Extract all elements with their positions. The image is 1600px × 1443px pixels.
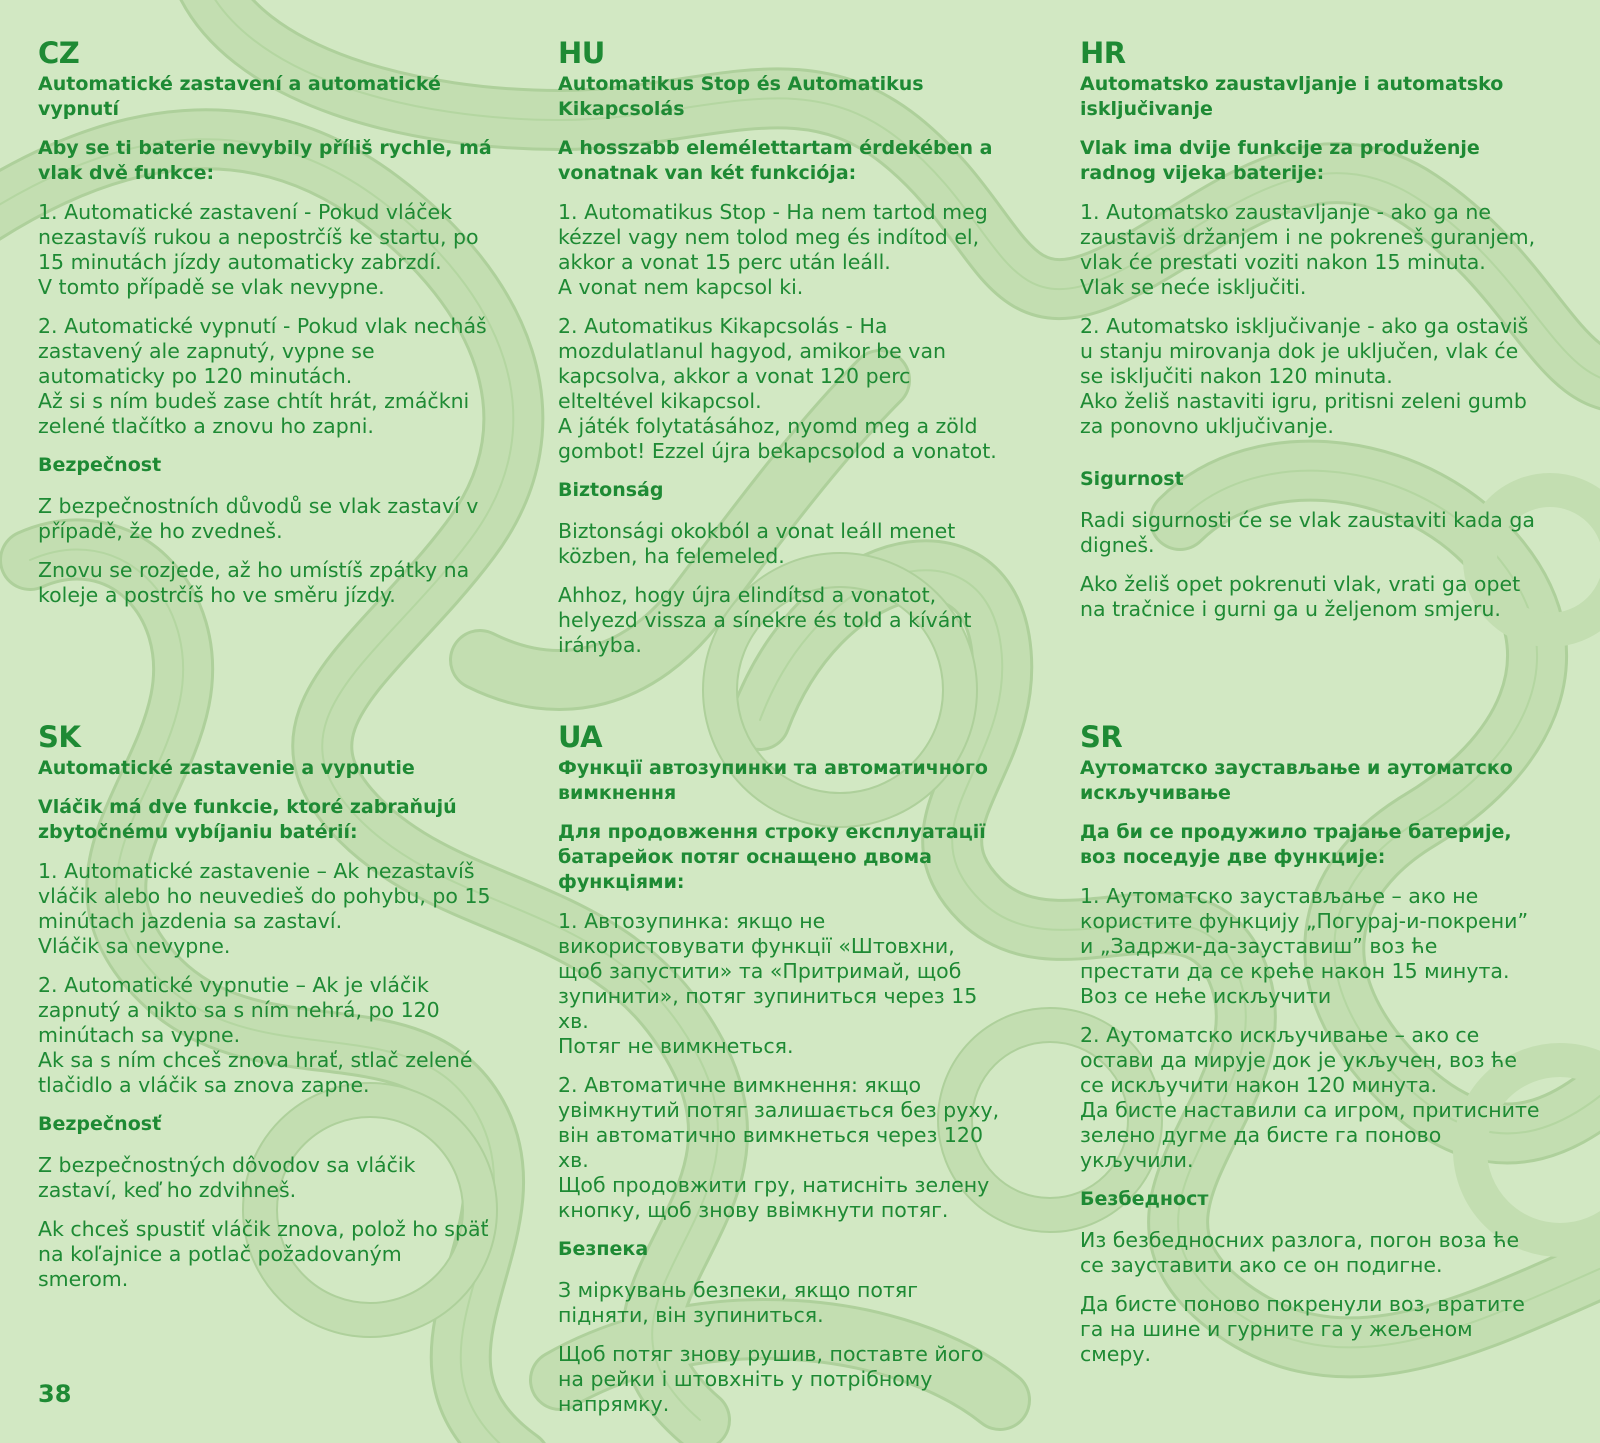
safety-heading: Bezpečnost [38, 454, 162, 476]
safety-paragraph-1: Radi sigurnosti će se vlak zaustaviti kada ga digneš. [1080, 508, 1535, 557]
section-title: Функції автозупинки та автоматичного вимкнення [558, 757, 988, 804]
section-intro: Vlak ima dvije funkcije za produženje radnog vijeka baterije: [1080, 137, 1480, 184]
safety-heading: Безбедност [1080, 1188, 1209, 1210]
language-code: UA [558, 720, 603, 754]
section-intro: Для продовження строку експлуатації батарейок потяг оснащено двома функціями: [558, 821, 986, 893]
section-intro: A hosszabb elemélettartam érdekében a vonatnak van két funkciója: [558, 137, 993, 184]
section-ua [558, 722, 1003, 1431]
safety-paragraph-2: Щоб потяг знову рушив, поставте його на рейки і штовхніть у потрібному напрямку. [558, 1342, 984, 1416]
page-number: 38 [38, 1380, 72, 1408]
section-title: Аутоматско заустављање и аутоматско искључивање [1080, 757, 1513, 804]
safety-paragraph-1: Из безбедносних разлога, погон воза ће се зауставити ако се он подигне. [1080, 1228, 1520, 1277]
safety-paragraph-1: З міркувань безпеки, якщо потяг підняти, він зупиниться. [558, 1278, 918, 1327]
safety-heading: Bezpečnosť [38, 1113, 162, 1135]
language-code: SK [38, 720, 81, 754]
safety-paragraph-2: Ahhoz, hogy újra elindítsd a vonatot, helyezd vissza a sínekre és told a kívánt irányba. [558, 583, 972, 657]
section-intro: Vláčik má dve funkcie, ktoré zabraňujú zbytočnému vybíjaniu batérií: [38, 796, 457, 843]
auto-stop-paragraph: 1. Automatikus Stop - Ha nem tartod meg kézzel vagy nem tolod meg és indítod el, akkor a vonat 15 perc után leáll. A vonat nem kapcsol ki. [558, 200, 988, 299]
section-hu [558, 38, 1003, 672]
section-title: Automatsko zaustavljanje i automatsko isključivanje [1080, 73, 1504, 120]
safety-paragraph-2: Znovu se rozjede, až ho umístíš zpátky na koleje a postrčíš ho ve směru jízdy. [38, 558, 470, 607]
safety-heading: Sigurnost [1080, 468, 1184, 490]
safety-paragraph-2: Ak chceš spustiť vláčik znova, polož ho späť na koľajnice a potlač požadovaným smerom. [38, 1217, 489, 1291]
language-code: CZ [38, 36, 80, 70]
auto-off-paragraph: 2. Автоматичне вимкнення: якщо увімкнутий потяг залишається без руху, він автоматично вимкнеться через 120 хв. Щоб продовжити гру, натисніть зелену кнопку, щоб знову ввімкнути потяг. [558, 1073, 1000, 1222]
safety-heading: Безпека [558, 1238, 649, 1260]
auto-stop-paragraph: 1. Automatické zastavení - Pokud vláček nezastavíš rukou a nepostrčíš ke startu, po 15 minutách jízdy automaticky zabrzdí. V tomto případě se vlak nevypne. [38, 200, 479, 299]
section-title: Automatikus Stop és Automatikus Kikapcsolás [558, 73, 924, 120]
language-code: SR [1080, 720, 1123, 754]
auto-stop-paragraph: 1. Automatsko zaustavljanje - ako ga ne zaustaviš držanjem i ne pokreneš guranjem, vlak će prestati voziti nakon 15 minuta. Vlak se neće isključiti. [1080, 200, 1536, 299]
language-code: HU [558, 36, 605, 70]
section-cz [38, 38, 498, 622]
auto-off-paragraph: 2. Automatsko isključivanje - ako ga ostaviš u stanju mirovanja dok je uključen, vlak će se isključiti nakon 120 minuta. Ako želiš nastaviti igru, pritisni zeleni gumb za ponovno uključivanje. [1080, 314, 1529, 438]
safety-paragraph-1: Z bezpečnostních důvodů se vlak zastaví v případě, že ho zvedneš. [38, 494, 479, 543]
auto-stop-paragraph: 1. Аутоматско заустављање – ако не користите функцију „Погурај-и-покрени” и „Задржи-да-зауставиш” воз ће престати да се креће након 15 минута. Воз се неће искључити [1080, 884, 1529, 1008]
language-code: HR [1080, 36, 1126, 70]
safety-paragraph-1: Biztonsági okokból a vonat leáll menet közben, ha felemeled. [558, 519, 956, 568]
section-title: Automatické zastavení a automatické vypnutí [38, 73, 441, 120]
auto-off-paragraph: 2. Automatikus Kikapcsolás - Ha mozdulatlanul hagyod, amikor be van kapcsolva, akkor a vonat 120 perc elteltével kikapcsol. A játék folytatásához, nyomd meg a zöld gombot! Ezzel újra bekapcsolod a vonatot. [558, 314, 997, 463]
auto-stop-paragraph: 1. Automatické zastavenie – Ak nezastavíš vláčik alebo ho neuvedieš do pohybu, po 15 minútach jazdenia sa zastaví. Vláčik sa nevypne. [38, 859, 491, 958]
safety-paragraph-2: Ako želiš opet pokrenuti vlak, vrati ga opet na tračnice i gurni ga u željenom smjeru. [1080, 572, 1521, 621]
auto-off-paragraph: 2. Automatické vypnutí - Pokud vlak necháš zastavený ale zapnutý, vypne se automaticky po 120 minutách. Až si s ním budeš zase chtít hrát, zmáčkni zelené tlačítko a znovu ho zapni. [38, 314, 487, 438]
safety-paragraph-1: Z bezpečnostných dôvodov sa vláčik zastaví, keď ho zdvihneš. [38, 1153, 416, 1202]
auto-off-paragraph: 2. Automatické vypnutie – Ak je vláčik zapnutý a nikto sa s ním nehrá, po 120 minútach sa vypne. Ak sa s ním chceš znova hrať, stlač zelené tlačidlo a vláčik sa znova zapne. [38, 973, 473, 1097]
auto-off-paragraph: 2. Аутоматско искључивање – ако се остави да мирује док је укључен, воз ће се искључити након 120 минута. Да бисте наставили са игром, притисните зелено дугме да бисте га поново укључили. [1080, 1023, 1540, 1172]
section-sk [38, 722, 498, 1306]
section-hr [1080, 38, 1540, 636]
section-sr [1080, 722, 1540, 1381]
section-title: Automatické zastavenie a vypnutie [38, 757, 415, 779]
safety-paragraph-2: Да бисте поново покренули воз, вратите га на шине и гурните га у жељеном смеру. [1080, 1292, 1525, 1366]
safety-heading: Biztonság [558, 479, 664, 501]
section-intro: Да би се продужило трајање батерије, воз поседује две функције: [1080, 821, 1512, 868]
auto-stop-paragraph: 1. Автозупинка: якщо не використовувати функції «Штовхни, щоб запустити» та «Притримай, щоб зупинити», потяг зупиниться через 15 хв. Потяг не вимкнеться. [558, 909, 978, 1058]
section-intro: Aby se ti baterie nevybily příliš rychle, má vlak dvě funkce: [38, 137, 492, 184]
